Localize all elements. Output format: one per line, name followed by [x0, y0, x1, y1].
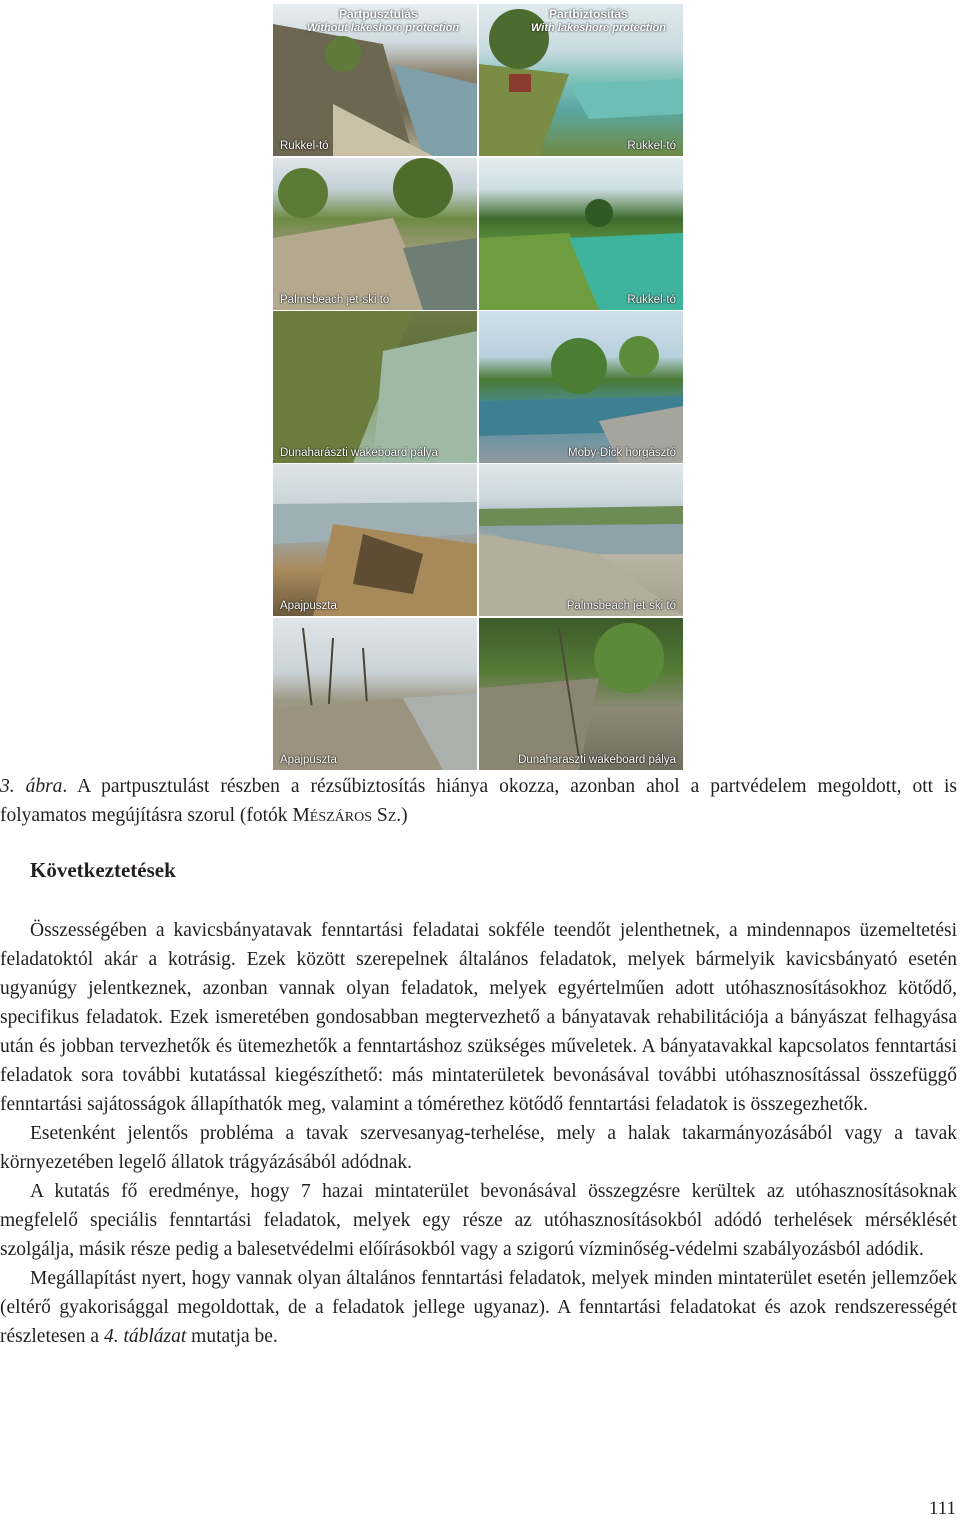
photo-label: Palmsbeach jet-ski tó	[280, 294, 390, 306]
paragraph-text-end: mutatja be.	[186, 1326, 278, 1347]
photo-label: Rukkel-tó	[280, 140, 329, 152]
body-text	[0, 916, 957, 1351]
caption-end: )	[401, 805, 408, 826]
figure-label: 3. ábra	[0, 776, 63, 797]
paragraph: Összességében a kavicsbányatavak fenntartási feladatai sokféle teendőt jelenthetnek, a mindennapos üzemeltetési feladatoktól akár a kotrásig. Ezek között szerepelnek általános feladatok, melyek bármelyik kavicsbányató esetén ugyanúgy jelentkeznek, azonban vannak olyan feladatok, melyek egyértelműen adott utóhasznosításokhoz kötődő, specifikus feladatok. Ezek ismeretében gondosabban megtervezhető a bányatavak rehabilitációja a bányászat felhagyása után és jobban tervezhetők és ütemezhetők a fenntartáshoz szükséges műveletek. A bányatavakkal kapcsolatos fenntartási feladatok sora további kutatással kiegészíthető: más mintaterületek bevonásával további utóhasznosítással összefüggő fenntartási sajátosságok állapíthatók meg, valamint a tómérethez kötődő fenntartási feladatok is összegezhetők.	[0, 920, 957, 1115]
photo-label: Apajpuszta	[280, 754, 337, 766]
photo-label: Apajpuszta	[280, 600, 337, 612]
photo-label: Dunaharaszti wakeboard pálya	[518, 754, 676, 766]
section-heading: Következtetések	[30, 858, 176, 882]
photo-label: Moby-Dick horgásztó	[567, 447, 676, 459]
photo-protected-3	[479, 311, 683, 463]
photo-protected-1	[479, 4, 683, 156]
header-right-title: Partbiztosítás	[549, 7, 628, 21]
header-left-subtitle: Without lakeshore protection	[307, 22, 460, 34]
paragraph	[0, 1264, 957, 1351]
photo-protected-2	[479, 158, 683, 310]
caption-author: Mészáros Sz.	[292, 805, 402, 826]
photo-erosion-3	[273, 311, 477, 463]
photo-erosion-4	[273, 464, 477, 616]
photo-label: Rukkel-tó	[627, 294, 676, 306]
photo-protected-4	[479, 464, 683, 616]
paragraph: Esetenként jelentős probléma a tavak szervesanyag-terhelése, mely a halak takarmányozásából vagy a tavak környezetében legelő állatok trágyázásából adódnak.	[0, 1123, 957, 1173]
photo-erosion-1	[273, 4, 477, 156]
photo-label: Rukkel-tó	[627, 140, 676, 152]
table-reference: 4. táblázat	[103, 1326, 187, 1347]
photo-erosion-2	[273, 158, 477, 310]
header-right-subtitle: With lakeshore protection	[531, 22, 666, 34]
figure-caption	[0, 772, 957, 830]
page-number: 111	[928, 1498, 956, 1519]
photo-label: Palmsbeach jet-ski tó	[566, 600, 676, 612]
header-left-title: Partpusztulás	[339, 7, 418, 21]
caption-text: . A partpusztulást részben a rézsűbiztosítás hiánya okozza, azonban ahol a partvédelem megoldott, ott is folyamatos megújításra szorul (fotók	[0, 776, 957, 826]
paragraph: A kutatás fő eredménye, hogy 7 hazai mintaterület bevonásával összegzésre kerültek az utóhasznosításoknak megfelelő speciális fenntartási feladatok, melyek egy része az utóhasznosításokból adódó terhelések mérséklését szolgálja, másik része pedig a balesetvédelmi előírásokból vagy a szigorú vízminőség-védelmi szabályozásból adódik.	[0, 1181, 957, 1260]
paragraph-text: Megállapítást nyert, hogy vannak olyan általános fenntartási feladatok, melyek minden mintaterület esetén jellemzőek (eltérő gyakorisággal megoldottak, de a feladatok jellege ugyanaz). A fenntartási feladatokat és azok rendszerességét részletesen a	[0, 1268, 957, 1347]
photo-figure	[273, 4, 683, 770]
photo-protected-5	[479, 618, 683, 770]
photo-erosion-5	[273, 618, 477, 770]
photo-label: Dunaharászti wakeboard pálya	[280, 447, 438, 459]
